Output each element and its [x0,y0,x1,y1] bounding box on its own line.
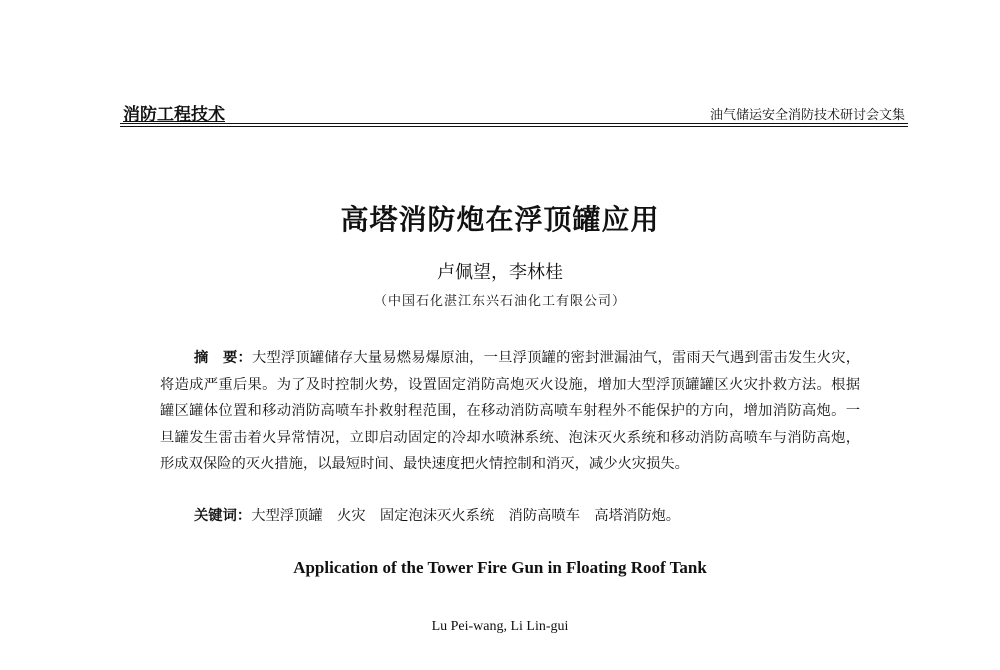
proceedings-header: 油气储运安全消防技术研讨会文集 [709,108,905,123]
paper-title: 高塔消防炮在浮顶罐应用 [340,203,660,236]
header-rule-thin [120,126,908,127]
abstract-label: 摘 要： [194,350,252,366]
english-title: Application of the Tower Fire Gun in Floating Roof Tank [293,558,707,577]
header-rule [120,123,908,124]
abstract [160,345,860,478]
keywords-label: 关键词： [194,508,252,524]
authors: 卢佩望，李林桂 [437,262,563,283]
keywords [194,505,680,525]
journal-section-header: 消防工程技术 [123,105,225,125]
english-authors: Lu Pei-wang, Li Lin-gui [431,619,569,634]
abstract-text: 大型浮顶罐储存大量易燃易爆原油，一旦浮顶罐的密封泄漏油气，雷雨天气遇到雷击发生火灾，将造成严重后果。为了及时控制火势，设置固定消防高炮灭火设施，增加大型浮顶罐罐区火灾扑救方法。根据罐区罐体位置和移动消防高喷车扑救射程范围，在移动消防高喷车射程外不能保护的方向，增加消防高炮。一旦罐发生雷击着火异常情况，立即启动固定的冷却水喷淋系统、泡沫灭火系统和移动消防高喷车与消防高炮，形成双保险的灭火措施，以最短时间、最快速度把火情控制和消灭，减少火灾损失。 [160,350,861,472]
affiliation: （中国石化湛江东兴石油化工有限公司） [373,294,626,309]
keywords-text: 大型浮顶罐 火灾 固定泡沫灭火系统 消防高喷车 高塔消防炮。 [251,508,681,524]
